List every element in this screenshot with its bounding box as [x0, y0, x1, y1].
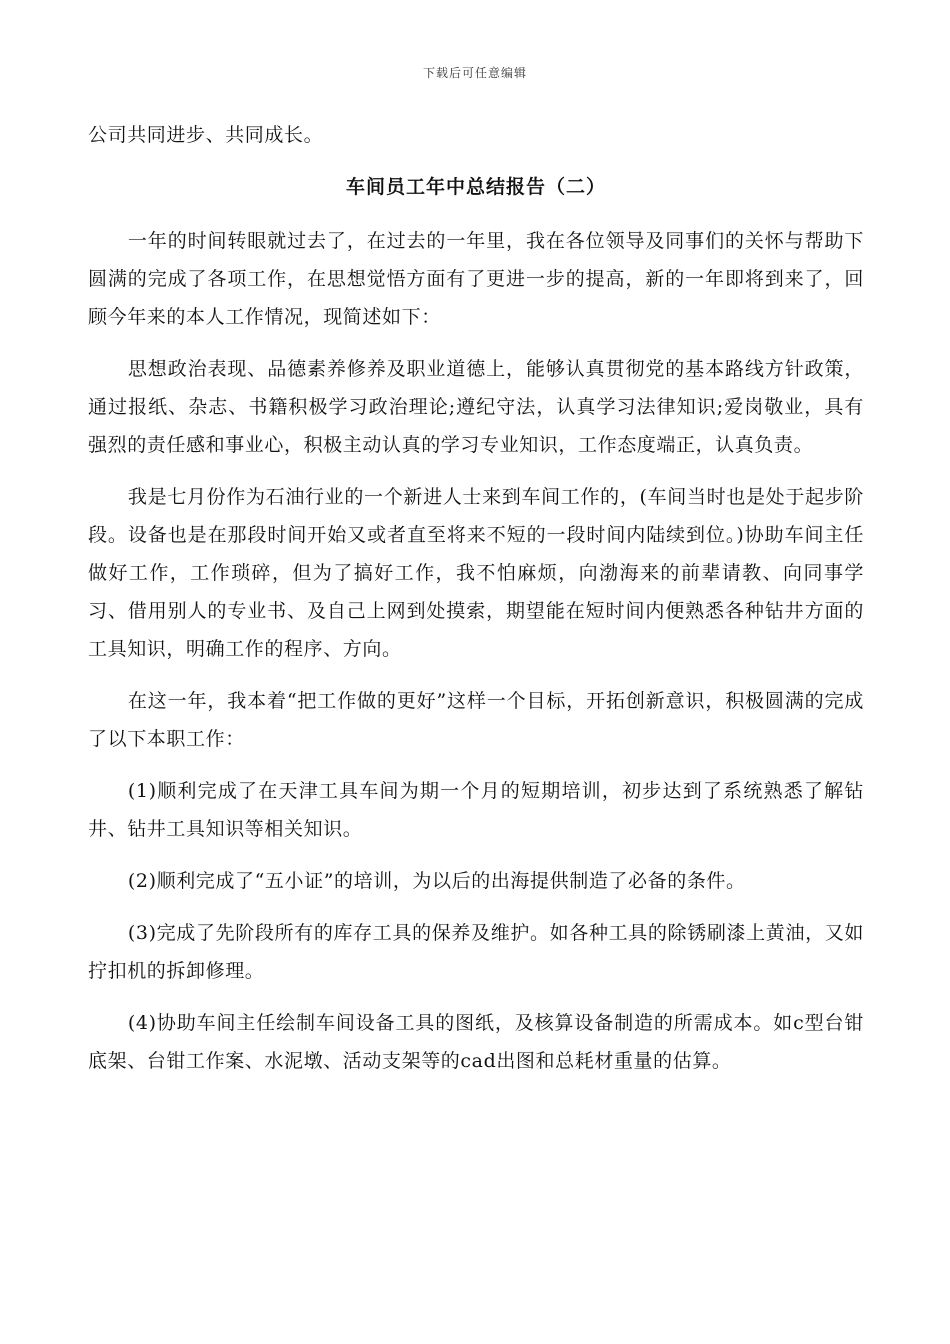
list-item-2: (2)顺利完成了“五小证”的培训，为以后的出海提供制造了必备的条件。 [127, 870, 746, 892]
list-item-4: (4)协助车间主任绘制车间设备工具的图纸，及核算设备制造的所需成本。如c型台钳底架、台钳工作案、水泥墩、活动支架等的cad出图和总耗材重量的估算。 [88, 1012, 864, 1072]
document-body [88, 116, 864, 1094]
section-title: 车间员工年中总结报告（二） [345, 176, 606, 198]
paragraph-intro: 一年的时间转眼就过去了，在过去的一年里，我在各位领导及同事们的关怀与帮助下圆满的完成了各项工作，在思想觉悟方面有了更进一步的提高，新的一年即将到来了，回顾今年来的本人工作情况，现简述如下： [88, 230, 864, 328]
list-item-3: (3)完成了先阶段所有的库存工具的保养及维护。如各种工具的除锈刷漆上黄油，又如拧扣机的拆卸修理。 [88, 922, 864, 982]
paragraph-work-start: 我是七月份作为石油行业的一个新进人士来到车间工作的，(车间当时也是处于起步阶段。设备也是在那段时间开始又或者直至将来不短的一段时间内陆续到位。)协助车间主任做好工作，工作琐碎，但为了搞好工作，我不怕麻烦，向渤海来的前辈请教、向同事学习、借用别人的专业书、及自己上网到处摸索，期望能在短时间内便熟悉各种钻井方面的工具知识，明确工作的程序、方向。 [88, 486, 864, 660]
page-header: 下载后可任意编辑 [422, 66, 527, 80]
lead-paragraph: 公司共同进步、共同成长。 [88, 124, 324, 146]
list-item-1: (1)顺利完成了在天津工具车间为期一个月的短期培训，初步达到了系统熟悉了解钻井、钻井工具知识等相关知识。 [88, 780, 864, 840]
paragraph-goal: 在这一年，我本着“把工作做的更好”这样一个目标，开拓创新意识，积极圆满的完成了以下本职工作： [88, 690, 864, 750]
paragraph-political: 思想政治表现、品德素养修养及职业道德上，能够认真贯彻党的基本路线方针政策，通过报纸、杂志、书籍积极学习政治理论;遵纪守法，认真学习法律知识;爱岗敬业，具有强烈的责任感和事业心，积极主动认真的学习专业知识，工作态度端正，认真负责。 [88, 358, 864, 456]
